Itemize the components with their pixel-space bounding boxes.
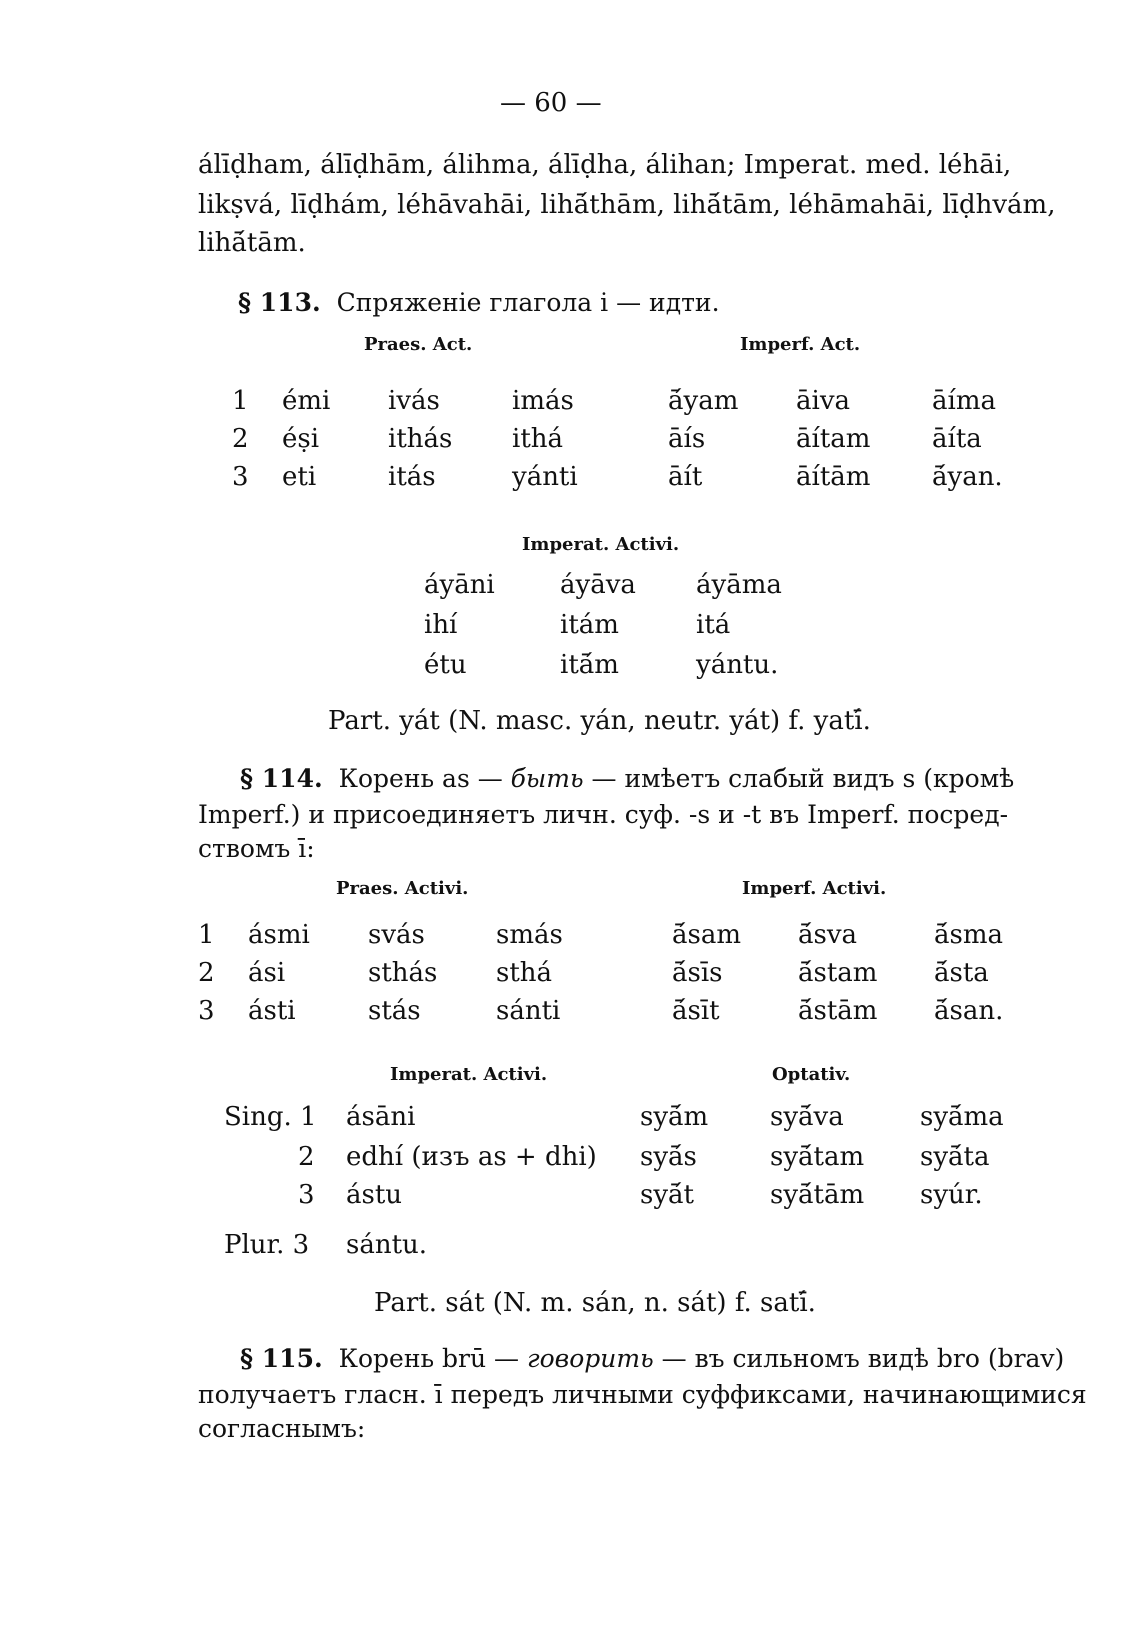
table-cell: sánti [496, 996, 561, 1026]
s114-imperat-header: Imperat. Activi. [390, 1064, 548, 1085]
table-cell: syā́va [770, 1102, 844, 1132]
intro-line-1: álīḍham, álīḍhām, álihma, álīḍha, álihan; Imperat. med. léhāi, [198, 150, 1012, 180]
table-cell: ithás [388, 424, 453, 454]
table-cell: syā́ma [920, 1102, 1004, 1132]
table-cell: ā́sva [798, 920, 858, 950]
table-cell: émi [282, 386, 331, 416]
table-cell: 2 [198, 958, 215, 988]
table-cell: 3 [232, 462, 249, 492]
table-cell: ithá [512, 424, 564, 454]
table-cell: āítām [796, 462, 871, 492]
table-cell: āíma [932, 386, 996, 416]
table-cell: áyāva [560, 570, 636, 600]
table-cell: áyāma [696, 570, 782, 600]
table-cell: āís [668, 424, 706, 454]
table-cell: stás [368, 996, 421, 1026]
table-cell: ā́yam [668, 386, 739, 416]
table-cell: Plur. 3 [224, 1230, 310, 1260]
s114-praes-header: Praes. Activi. [336, 878, 469, 899]
table-cell: yánti [512, 462, 578, 492]
table-cell: ásti [248, 996, 296, 1026]
table-cell: sthá [496, 958, 553, 988]
table-cell: ástu [346, 1180, 403, 1210]
table-cell: áyāni [424, 570, 495, 600]
section-113-heading [238, 288, 720, 317]
table-cell: ā́yan. [932, 462, 1003, 492]
table-cell: syā́tām [770, 1180, 865, 1210]
s114-imperf-header: Imperf. Activi. [742, 878, 887, 899]
section-115-line-1 [240, 1344, 1064, 1373]
table-cell: syā́tam [770, 1142, 865, 1172]
s113-participle: Part. yát (N. masc. yán, neutr. yát) f. yatī́. [328, 706, 871, 736]
table-cell: ási [248, 958, 286, 988]
s113-praes-header: Praes. Act. [364, 334, 473, 355]
table-cell: āítam [796, 424, 871, 454]
section-115-line-3: согласнымъ: [198, 1414, 366, 1443]
page-number: — 60 — [500, 88, 602, 118]
table-cell: étu [424, 650, 467, 680]
table-cell: 3 [298, 1180, 315, 1210]
section-114-number: § 114. [240, 764, 323, 793]
table-cell: 2 [232, 424, 249, 454]
table-cell: edhí (изъ as + dhi) [346, 1142, 597, 1172]
table-cell: ivás [388, 386, 440, 416]
table-cell: ihí [424, 610, 458, 640]
table-cell: ā́san. [934, 996, 1004, 1026]
s113-imperf-header: Imperf. Act. [740, 334, 861, 355]
table-cell: āiva [796, 386, 851, 416]
table-cell: sántu. [346, 1230, 428, 1260]
section-115-line-2: получаетъ гласн. ī передъ личными суффиксами, начинающимися [198, 1380, 1087, 1409]
section-115-text-b: — въ сильномъ видѣ bro (brav) [653, 1344, 1065, 1373]
intro-line-2: likṣvá, līḍhám, léhāvahāi, lihā́thām, lihā́tām, léhāmahāi, līḍhvám, [198, 190, 1056, 220]
table-cell: syā́m [640, 1102, 709, 1132]
table-cell: eti [282, 462, 317, 492]
table-cell: syā́ta [920, 1142, 990, 1172]
table-cell: ā́sam [672, 920, 741, 950]
table-cell: ā́sta [934, 958, 989, 988]
section-113-title: Спряженіе глагола i — идти. [336, 288, 720, 317]
section-114-italic: быть [510, 764, 584, 793]
section-115-italic: говорить [527, 1344, 654, 1373]
table-cell: ā́stam [798, 958, 878, 988]
table-cell: ā́stām [798, 996, 878, 1026]
table-cell: 3 [198, 996, 215, 1026]
table-cell: smás [496, 920, 563, 950]
table-cell: Sing. 1 [224, 1102, 317, 1132]
s114-participle: Part. sát (N. m. sán, n. sát) f. satī́. [374, 1288, 816, 1318]
table-cell: yántu. [696, 650, 779, 680]
table-cell: 1 [198, 920, 215, 950]
section-115-text-a: Корень brū — [338, 1344, 527, 1373]
table-cell: éṣi [282, 424, 320, 454]
section-114-line-2: Imperf.) и присоединяетъ личн. суф. -s и -t въ Imperf. посред- [198, 800, 1009, 829]
table-cell: syúr. [920, 1180, 983, 1210]
table-cell: āíta [932, 424, 982, 454]
table-cell: āít [668, 462, 703, 492]
section-114-line-1 [240, 764, 1014, 793]
s113-imperat-header: Imperat. Activi. [522, 534, 680, 555]
table-cell: 1 [232, 386, 249, 416]
section-115-number: § 115. [240, 1344, 323, 1373]
s114-optativ-header: Optativ. [772, 1064, 851, 1085]
table-cell: svás [368, 920, 425, 950]
table-cell: ā́sīs [672, 958, 723, 988]
table-cell: ásāni [346, 1102, 416, 1132]
table-cell: syā́t [640, 1180, 694, 1210]
section-113-number: § 113. [238, 288, 321, 317]
table-cell: ásmi [248, 920, 310, 950]
table-cell: itá [696, 610, 731, 640]
table-cell: imás [512, 386, 574, 416]
table-cell: sthás [368, 958, 438, 988]
section-114-line-3: ствомъ ī: [198, 834, 315, 863]
section-114-text-a: Корень as — [338, 764, 511, 793]
table-cell: itā́m [560, 650, 619, 680]
table-cell: itás [388, 462, 436, 492]
table-cell: itám [560, 610, 619, 640]
section-114-text-b: — имѣетъ слабый видъ s (кромѣ [583, 764, 1015, 793]
table-cell: 2 [298, 1142, 315, 1172]
table-cell: syā́s [640, 1142, 697, 1172]
table-cell: ā́sīt [672, 996, 720, 1026]
intro-line-3: lihā́tām. [198, 228, 306, 258]
table-cell: ā́sma [934, 920, 1003, 950]
